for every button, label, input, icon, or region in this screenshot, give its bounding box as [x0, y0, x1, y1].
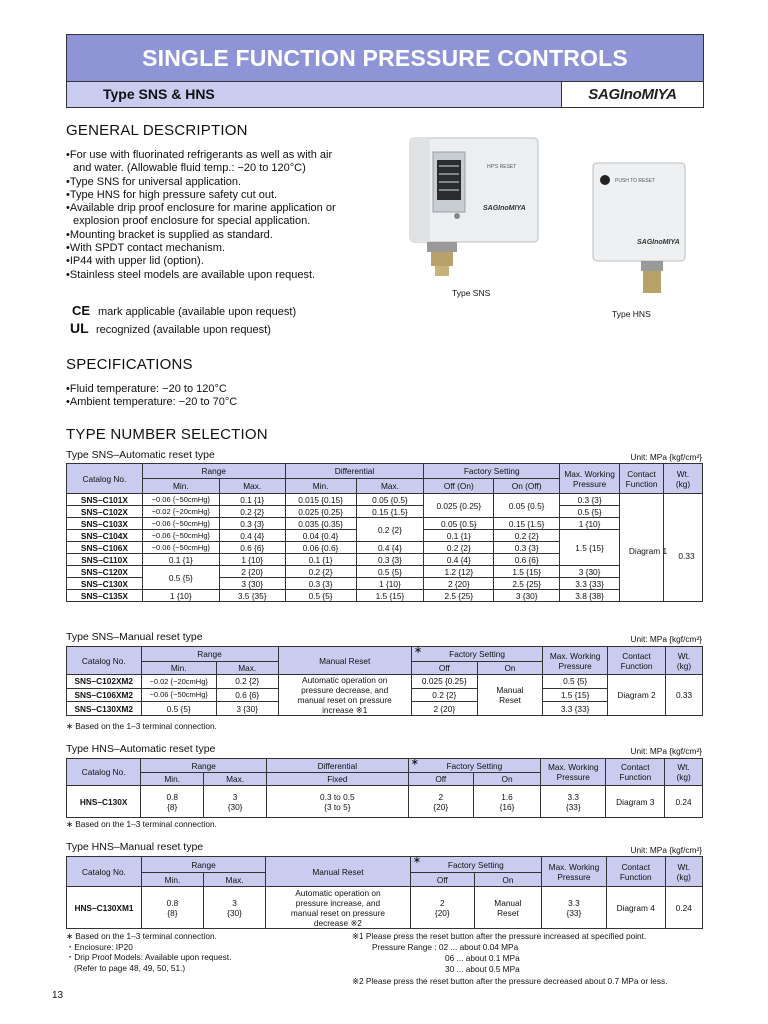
table-row: HNS–C130X 0.8 {8} 3 {30} 0.3 to 0.5 {3 to 5} 2 {20} 1.6 {16} 3.3 {33} Diagram 3 0.24	[67, 786, 703, 818]
table-row: SNS–C130X 3 {30} 0.3 {3} 1 {10} 2 {20} 2.5 {25} 3.3 {33}	[67, 578, 703, 590]
specs-heading: SPECIFICATIONS	[66, 356, 193, 373]
th-mwp: Max. Working Pressure	[543, 647, 608, 675]
bullet: and water. (Allowable fluid temp.: −20 to 120°C)	[73, 162, 306, 175]
table-row: SNS–C101X −0.06 {−50cmHg} 0.1 {1} 0.015 {0.15} 0.05 {0.5} 0.025 {0.25} 0.05 {0.5} 0.3 {3}	[67, 494, 703, 506]
bullet: •Mounting bracket is supplied as standard.	[66, 228, 273, 241]
sns-manual-table	[66, 646, 703, 716]
th-max: Max.	[203, 873, 265, 887]
th-contact: Contact Function	[608, 647, 666, 675]
th-contact: Contact Function	[620, 464, 664, 494]
t2-unit: Unit: MPa {kgf/cm²}	[630, 634, 702, 644]
table-row: SNS–C106X −0.06 {−50cmHg} 0.6 {6} 0.06 {0.6} 0.4 {4} 0.2 {2} 0.3 {3}	[67, 542, 703, 554]
t2-title: Type SNS–Manual reset type	[66, 631, 203, 643]
th-catalog: Catalog No.	[67, 857, 142, 887]
svg-text:HP'S RESET: HP'S RESET	[487, 164, 517, 170]
th-factory: ∗ Factory Setting	[410, 857, 541, 873]
footnotes-left: ∗ Based on the 1–3 terminal connection. ・Enciosure: IP20 ・Drip Proof Models: Available upon request. (Refer to page 48, 49, 50, 51.)	[66, 931, 232, 973]
sns-caption: Type SNS	[452, 288, 491, 298]
bullet: •Type SNS for universal application.	[66, 175, 242, 188]
table-row: SNS–C110X 0.1 {1} 1 {10} 0.1 {1} 0.3 {3} 0.4 {4} 0.6 {6}	[67, 554, 703, 566]
general-bullets	[66, 149, 336, 282]
th-off-on: Off (On)	[424, 479, 494, 494]
t1-weight: 0.33	[678, 551, 695, 561]
bullet: •With SPDT contact mechanism.	[66, 242, 225, 255]
ul-text: recognized (available upon request)	[96, 324, 271, 336]
th-factory: ∗ Factory Setting	[411, 647, 542, 662]
t3-unit: Unit: MPa {kgf/cm²}	[630, 746, 702, 756]
th-mwp: Max. Working Pressure	[560, 464, 620, 494]
th-manual: Manual Reset	[266, 857, 411, 887]
th-mwp: Max. Working Pressure	[541, 857, 606, 887]
th-off: Off	[408, 773, 473, 786]
th-range: Range	[141, 647, 278, 662]
th-on: On	[473, 773, 540, 786]
ul-mark-icon: UL	[70, 320, 89, 336]
hns-manual-table	[66, 856, 703, 929]
th-on-off: On (Off)	[494, 479, 560, 494]
th-off: Off	[411, 662, 477, 675]
th-max: Max.	[356, 479, 424, 494]
footnote-1: ※1 Please press the reset button after the pressure increased at specified point.	[352, 931, 647, 941]
t4-title: Type HNS–Manual reset type	[66, 841, 204, 853]
th-max: Max.	[204, 773, 267, 786]
th-differential: Differential	[285, 464, 424, 479]
table-row: SNS–C102XM2 −0.02 {−20cmHg} 0.2 {2} Automatic operation on pressure decrease, and manual reset on pressure increase ※1 0.025 {0.25} Manual Reset 0.5 {5} Diagram 2 0.33	[67, 675, 703, 689]
bullet: explosion proof enclosure for special application.	[73, 215, 311, 228]
bullet: •Stainless steel models are available upon request.	[66, 268, 316, 281]
th-weight: Wt. (kg)	[665, 857, 703, 887]
spec-item: •Ambient temperature: −20 to 70°C	[66, 396, 238, 409]
bullet: •Type HNS for high pressure safety cut out.	[66, 188, 278, 201]
ce-mark-icon: CE	[72, 303, 91, 318]
th-min: Min.	[141, 873, 203, 887]
header-box	[66, 34, 704, 108]
svg-text:SAGInoMIYA: SAGInoMIYA	[637, 239, 680, 246]
th-mwp: Max. Working Pressure	[541, 759, 606, 786]
hns-auto-table	[66, 758, 703, 818]
table-row: SNS–C135X 1 {10} 3.5 {35} 0.5 {5} 1.5 {15} 2.5 {25} 3 {30} 3.8 {38}	[67, 590, 703, 602]
th-catalog: Catalog No.	[67, 464, 143, 494]
specs-list	[66, 383, 237, 410]
hns-product-image	[585, 158, 695, 308]
footnote-1-06: 06 ... about 0.1 MPa	[445, 953, 520, 963]
th-max: Max.	[216, 662, 278, 675]
th-min: Min.	[141, 662, 216, 675]
t3-note: ∗ Based on the 1–3 terminal connection.	[66, 819, 217, 829]
th-weight: Wt. (kg)	[665, 759, 703, 786]
table-row: SNS–C103X −0.06 {−50cmHg} 0.3 {3} 0.035 {0.35} 0.2 {2} 0.05 {0.5} 0.15 {1.5} 1 {10}	[67, 518, 703, 530]
svg-text:SAGInoMIYA: SAGInoMIYA	[483, 205, 526, 212]
th-weight: Wt. (kg)	[666, 647, 703, 675]
th-max: Max.	[219, 479, 285, 494]
th-manual: Manual Reset	[278, 647, 411, 675]
th-min: Min.	[285, 479, 356, 494]
th-on: On	[474, 873, 541, 887]
th-catalog: Catalog No.	[67, 759, 141, 786]
t3-title: Type HNS–Automatic reset type	[66, 743, 216, 755]
table-row: SNS–C106XM2 −0.06 {−50cmHg} 0.6 {6} 0.2 {2} 1.5 {15}	[67, 688, 703, 702]
th-contact: Contact Function	[606, 759, 665, 786]
page-subtitle: Type SNS & HNS	[103, 86, 215, 102]
th-factory: ∗ Factory Setting	[408, 759, 541, 773]
sns-auto-table	[66, 463, 703, 602]
table-row: SNS–C120X 0.5 {5} 2 {20} 0.2 {2} 0.5 {5} 1.2 {12} 1.5 {15} 3 {30}	[67, 566, 703, 578]
th-differential: Differential	[267, 759, 409, 773]
footnote-1-30: 30 ... about 0.5 MPa	[445, 964, 520, 974]
th-factory: Factory Setting	[424, 464, 560, 479]
saginomiya-logo: SAGInoMIYA	[561, 82, 703, 107]
th-on: On	[477, 662, 543, 675]
table-row: HNS–C130XM1 0.8 {8} 3 {30} Automatic operation on pressure increase, and manual reset on pressure decrease ※2 2 {20} Manual Reset 3.3 {33} Diagram 4 0.24	[67, 887, 703, 929]
th-catalog: Catalog No.	[67, 647, 142, 675]
table-row: SNS–C102X −0.02 {−20cmHg} 0.2 {2} 0.025 {0.25} 0.15 {1.5} 0.5 {5}	[67, 506, 703, 518]
t1-unit: Unit: MPa {kgf/cm²}	[630, 452, 702, 462]
svg-text:PUSH TO RESET: PUSH TO RESET	[615, 178, 656, 184]
t2-note: ∗ Based on the 1–3 terminal connection.	[66, 721, 217, 731]
subtitle-bar	[67, 82, 703, 107]
footnote-2: ※2 Please press the reset button after the pressure decreased about 0.7 MPa or less.	[352, 976, 668, 986]
page-number: 13	[52, 990, 64, 1001]
t1-diagram: Diagram 1	[628, 546, 668, 556]
th-fixed: Fixed	[267, 773, 409, 786]
th-contact: Contact Function	[606, 857, 665, 887]
table-row: SNS–C104X −0.06 {−50cmHg} 0.4 {4} 0.04 {0.4} 0.1 {1} 0.2 {2} 1.5 {15}	[67, 530, 703, 542]
th-range: Range	[141, 759, 267, 773]
th-range: Range	[142, 464, 285, 479]
sns-product-image	[405, 130, 555, 280]
table-row: SNS–C130XM2 0.5 {5} 3 {30} 2 {20} 3.3 {33}	[67, 702, 703, 716]
ce-text: mark applicable (available upon request)	[98, 306, 297, 318]
th-weight: Wt. (kg)	[664, 464, 703, 494]
bullet: •IP44 with upper lid (option).	[66, 255, 204, 268]
hns-caption: Type HNS	[612, 309, 651, 319]
bullet: •Available drip proof enclosure for marine application or	[66, 202, 336, 215]
t4-unit: Unit: MPa {kgf/cm²}	[630, 845, 702, 855]
t1-title: Type SNS–Automatic reset type	[66, 449, 215, 461]
spec-item: •Fluid temperature: −20 to 120°C	[66, 383, 227, 395]
general-heading: GENERAL DESCRIPTION	[66, 122, 248, 139]
selection-heading: TYPE NUMBER SELECTION	[66, 426, 268, 443]
page-title: SINGLE FUNCTION PRESSURE CONTROLS	[67, 35, 703, 82]
th-min: Min.	[141, 773, 204, 786]
footnote-1-range: Pressure Range : 02 ... about 0.04 MPa	[372, 942, 519, 952]
bullet: •For use with fluorinated refrigerants as well as with air	[66, 149, 333, 161]
th-range: Range	[141, 857, 265, 873]
th-min: Min.	[142, 479, 219, 494]
th-off: Off	[410, 873, 474, 887]
